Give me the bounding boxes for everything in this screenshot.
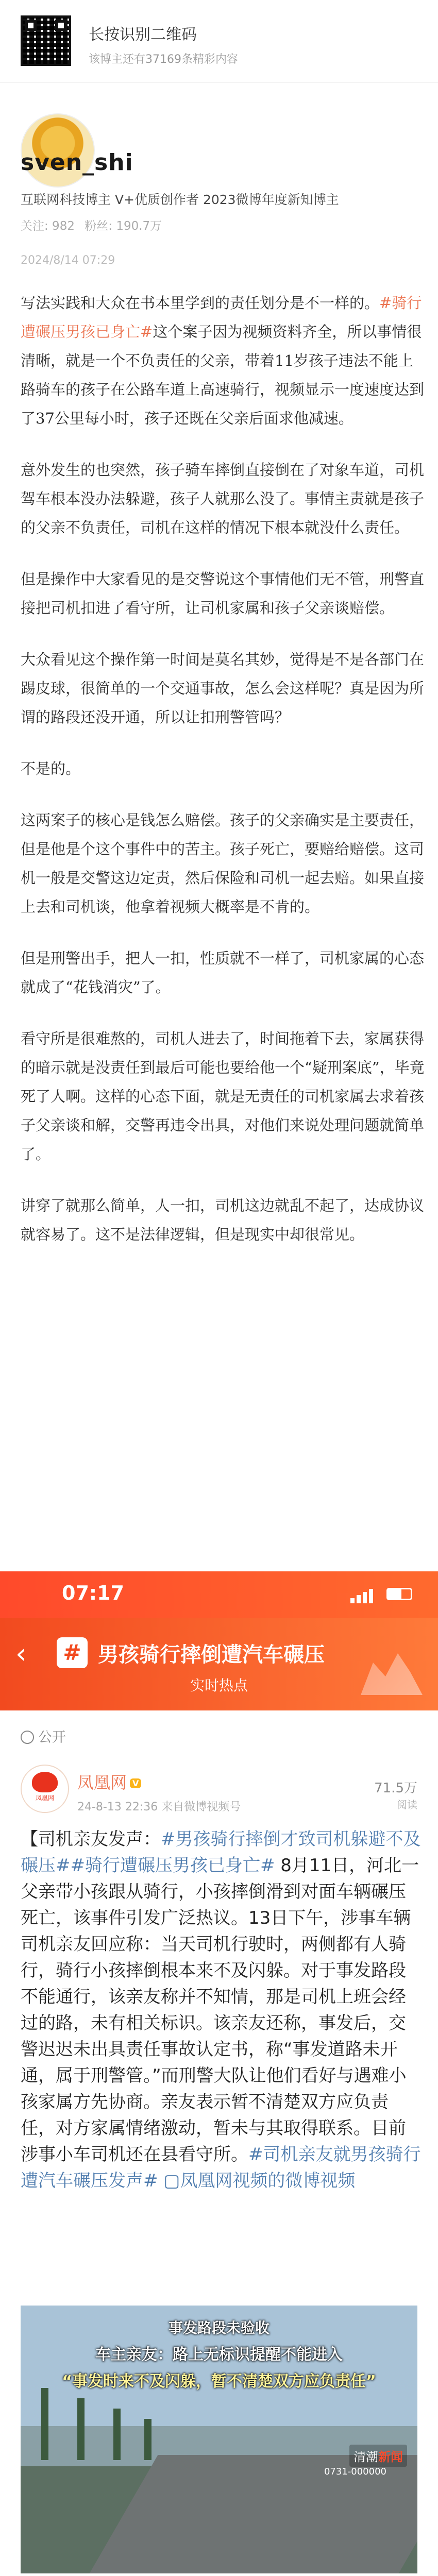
text-span: 【司机亲友发声：	[21, 1829, 161, 1850]
back-arrow-icon[interactable]: ‹	[15, 1637, 27, 1670]
embed-author-name[interactable]	[77, 1770, 141, 1793]
banner-subtitle: 该博主还有37169条精彩内容	[89, 53, 238, 66]
embed-post-meta: 24-8-13 22:36 来自微博视频号	[77, 1801, 241, 1814]
article-paragraph: 但是刑警出手，把人一扣，性质就不一样了，司机家属的心态就成了“花钱消灾”了。	[21, 950, 425, 996]
watermark-red-text: 新闻	[378, 2450, 403, 2464]
topic-header	[0, 1618, 438, 1710]
tree	[77, 2398, 85, 2460]
article-paragraph: 这两案子的核心是钱怎么赔偿。孩子的父亲确实是主要责任，但是他是个这个事件中的苦主。孩子死亡，要赔给赔偿。这司机一般是交警这边定责，然后保险和司机一起去赔。如果直接上去和司机谈，他拿着视频大概率是不肯的。	[21, 811, 425, 916]
topic-link[interactable]: #男孩骑行摔倒才致司机躲避不及碾压#	[21, 1829, 421, 1876]
topic-title: 男孩骑行摔倒遭汽车碾压	[98, 1643, 325, 1667]
view-count-value: 71.5万	[374, 1781, 417, 1796]
watermark-text: 清潮	[353, 2450, 378, 2464]
article-paragraph	[21, 289, 428, 433]
author-name-text: 凤凰网	[77, 1773, 127, 1792]
status-time: 07:17	[62, 1582, 124, 1604]
watermark-phone: 0731-000000	[324, 2466, 386, 2477]
embedded-screenshot	[0, 1571, 438, 2573]
topic-link[interactable]: #司机亲友就男孩骑行遭汽车碾压发声#	[21, 2144, 421, 2191]
video-watermark	[349, 2445, 407, 2467]
article-paragraph: 意外发生的也突然，孩子骑车摔倒直接倒在了对象车道，司机驾车根本没办法躲避，孩子人就那么没了。事情主责就是孩子的父亲不负责任，司机在这样的情况下根本就没什么责任。	[21, 461, 425, 536]
text-span: 这个案子因为视频资料齐全，所以事情很清晰，就是一个不负责任的父亲，带着11岁孩子违法不能上路骑车的孩子在公路车道上高速骑行，视频显示一度速度达到了37公里每小时，孩子还既在父亲后面求他减速。	[21, 323, 425, 427]
author-stats	[21, 216, 162, 233]
topic-link[interactable]: #骑行遭碾压男孩已身亡#	[21, 294, 422, 341]
video-caption-line: 事发路段未验收	[168, 2319, 269, 2336]
video-caption-line: “事发时来不及闪躲，暂不清楚双方应负责任”	[62, 2372, 376, 2391]
topic-link[interactable]: #骑行遭碾压男孩已身亡#	[70, 1855, 275, 1876]
phone-status-bar	[0, 1571, 438, 1618]
article-paragraph: 大众看见这个操作第一时间是莫名其妙，觉得是不是各部门在踢皮球，很简单的一个交通事故，怎么会这样呢？真是因为所谓的路段还没开通，所以让扣刑警管吗？	[21, 651, 425, 726]
phoenix-logo-icon	[32, 1772, 58, 1792]
visibility-label	[21, 1726, 66, 1746]
embed-post-text	[21, 1826, 423, 2194]
public-text: 公开	[38, 1730, 66, 1745]
video-thumbnail[interactable]	[21, 2306, 417, 2573]
embed-author-avatar[interactable]	[21, 1765, 69, 1813]
author-description: 互联网科技博主 V+优质创作者 2023微博年度新知博主	[21, 192, 339, 207]
hashtag-icon: #	[57, 1637, 88, 1668]
signal-icon	[350, 1586, 417, 1603]
following-count: 关注: 982	[21, 219, 75, 233]
author-name[interactable]: sven_shi	[21, 149, 133, 176]
view-count-label: 阅读	[397, 1799, 417, 1811]
avatar-logo-text: 凤凰网	[35, 1794, 54, 1802]
text-span: 8月11日，河北一父亲带小孩跟从骑行，小孩摔倒滑到对面车辆碾压死亡，该事件引发广泛热议。13日下午，涉事车辆司机亲友回应称：当天司机行驶时，两侧都有人骑行，骑行小孩摔倒根本来不及闪躲。对于事发路段不能通行，该亲友称并不知情，那是司机上班会经过的路，未有相关标识。	[21, 1855, 419, 2033]
view-count	[374, 1777, 417, 1811]
video-link[interactable]: ▢凤凰网视频的微博视频	[158, 2171, 356, 2191]
topic-subtitle: 实时热点	[190, 1677, 248, 1694]
tree	[113, 2409, 121, 2460]
text-span: 该亲友还称，事发后，交警迟迟未出具责任事故认定书，称“事发道路未开通，属于刑警管。”而刑警大队让他们看好与遇难小孩家属方先协商。亲友表示暂不清楚双方应负责任，对方家属情绪激动，暂未与其取得联系。目前涉事小车司机还在县看守所。	[21, 2013, 407, 2165]
article-body	[21, 289, 428, 1249]
video-link-text: 凤凰网视频的微博视频	[180, 2171, 356, 2191]
fans-count: 粉丝: 190.7万	[85, 219, 162, 233]
video-caption-line: 车主亲友：路上无标识提醒不能进入	[95, 2346, 343, 2364]
header-decoration	[361, 1649, 423, 1695]
banner-title: 长按识别二维码	[89, 26, 197, 44]
article-paragraph: 看守所是很难熬的，司机人进去了，时间拖着下去，家属获得的暗示就是没责任到最后可能也要给他一个“疑刑案底”，毕竟死了人啊。这样的心态下面，就是无责任的司机家属去求着孩子父亲谈和解，交警再违令出具，对他们来说处理问题就简单了。	[21, 1030, 425, 1163]
top-banner	[0, 0, 438, 83]
tree	[144, 2419, 151, 2460]
article-paragraph: 讲穿了就那么简单，人一扣，司机这边就乱不起了，达成协议就容易了。这不是法律逻辑，但是现实中却很常见。	[21, 1197, 425, 1243]
vip-badge-icon: V	[130, 1778, 141, 1788]
qr-code[interactable]	[21, 15, 71, 66]
post-date: 2024/8/14 07:29	[21, 254, 115, 267]
article-paragraph: 不是的。	[21, 760, 81, 777]
globe-icon	[21, 1731, 34, 1744]
article-paragraph: 但是操作中大家看见的是交警说这个事情他们无不管，刑警直接把司机扣进了看守所，让司机家属和孩子父亲谈赔偿。	[21, 570, 425, 617]
text-span: 写法实践和大众在书本里学到的责任划分是不一样的。	[21, 294, 380, 312]
tree	[41, 2388, 48, 2460]
